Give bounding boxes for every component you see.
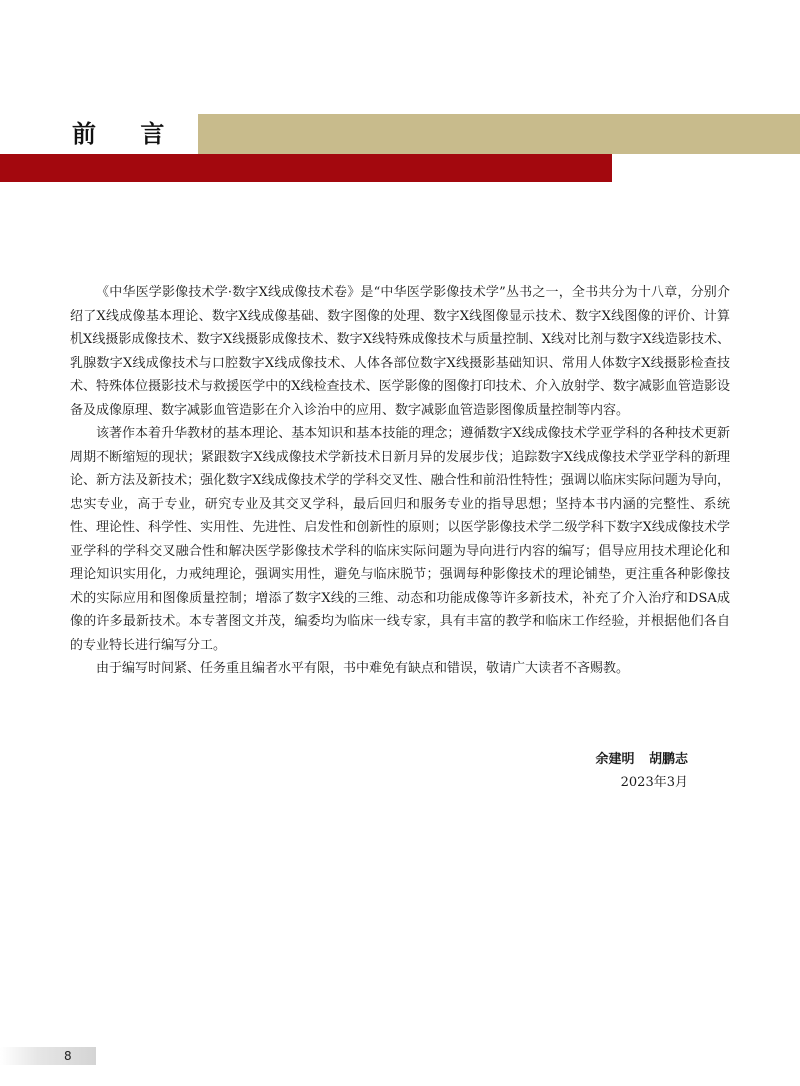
page-number: 8: [64, 1049, 72, 1063]
accent-red-band: [0, 154, 612, 182]
title-band: [198, 114, 800, 154]
signature-block: [595, 748, 688, 794]
page-title: 前 言: [72, 120, 183, 148]
page-number-bar: [0, 1047, 96, 1065]
paragraph-3: 由于编写时间紧、任务重且编者水平有限，书中难免有缺点和错误，敬请广大读者不吝赐教。: [96, 661, 630, 676]
author-names: 余建明 胡鹏志: [595, 752, 688, 767]
paragraph-1: 《中华医学影像技术学·数字X线成像技术卷》是“中华医学影像技术学”丛书之一，全书共分为十八章，分别介绍了X线成像基本理论、数字X线成像基础、数字图像的处理、数字X线图像显示技术、数字X线图像的评价、计算机X线摄影成像技术、数字X线摄影成像技术、数字X线特殊成像技术与质量控制、X线对比剂与数字X线造影技术、乳腺数字X线成像技术与口腔数字X线成像技术、人体各部位数字X线摄影基础知识、常用人体数字X线摄影检查技术、特殊体位摄影技术与救援医学中的X线检查技术、医学影像的图像打印技术、介入放射学、数字减影血管造影设备及成像原理、数字减影血管造影在介入诊治中的应用、数字减影血管造影图像质量控制等内容。: [70, 285, 730, 418]
signature-date: 2023年3月: [620, 775, 688, 790]
paragraph-2: 该著作本着升华教材的基本理论、基本知识和基本技能的理念；遵循数字X线成像技术学亚学科的各种技术更新周期不断缩短的现状；紧跟数字X线成像技术学新技术日新月异的发展步伐；追踪数字X线成像技术学亚学科的新理论、新方法及新技术；强化数字X线成像技术学的学科交叉性、融合性和前沿性特性；强调以临床实际问题为导向，忠实专业，高于专业，研究专业及其交叉学科，最后回归和服务专业的指导思想；坚持本书内涵的完整性、系统性、理论性、科学性、实用性、先进性、启发性和创新性的原则；以医学影像技术学二级学科下数字X线成像技术学亚学科的学科交叉融合性和解决医学影像技术学科的临床实际问题为导向进行内容的编写；倡导应用技术理论化和理论知识实用化，力戒纯理论，强调实用性，避免与临床脱节；强调每种影像技术的理论铺垫，更注重各种影像技术的实际应用和图像质量控制；增添了数字X线的三维、动态和功能成像等许多新技术，补充了介入治疗和DSA成像的许多最新技术。本专著图文并茂，编委均为临床一线专家，具有丰富的教学和临床工作经验，并根据他们各自的专业特长进行编写分工。: [70, 426, 730, 653]
preface-body: [70, 281, 730, 681]
